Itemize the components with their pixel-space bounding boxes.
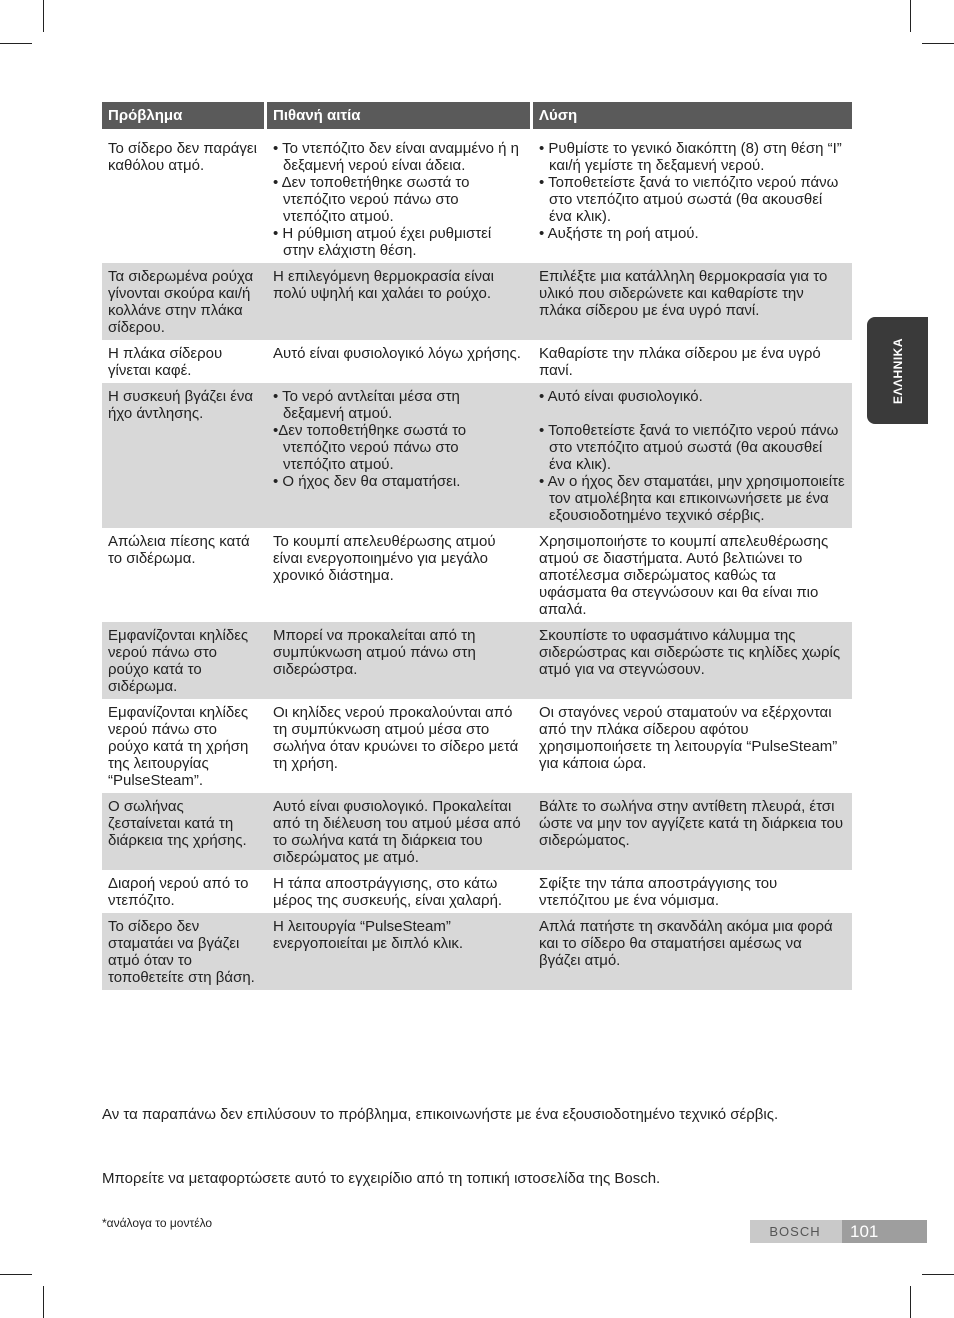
language-tab — [867, 317, 928, 424]
table-row — [102, 340, 852, 383]
table-row — [102, 793, 852, 870]
cause-item: • Το ντεπόζιτο δεν είναι αναμμένο ή η δεξαμενή νερού είναι άδεια. — [273, 140, 519, 174]
solution-cell: Σκουπίστε το υφασμάτινο κάλυμμα της σιδερώστρας και σιδερώστε τις κηλίδες χωρίς ατμό για να στεγνώσουν. — [530, 622, 852, 699]
cause-item: • Ο ήχος δεν θα σταματήσει. — [273, 473, 461, 490]
cause-cell: Αυτό είναι φυσιολογικό λόγω χρήσης. — [273, 345, 521, 362]
crop-mark — [43, 1286, 44, 1318]
service-note: Αν τα παραπάνω δεν επιλύσουν το πρόβλημα, επικοινωνήστε με ένα εξουσιοδοτημένο τεχνικό σέρβις. — [102, 1106, 779, 1123]
problem-cell: Εμφανίζονται κηλίδες νερού πάνω στο ρούχο κατά το σιδέρωμα. — [102, 622, 264, 699]
problem-cell: Το σίδερο δεν σταματάει να βγάζει ατμό όταν το τοποθετείτε στη βάση. — [102, 913, 264, 990]
solution-cell: Καθαρίστε την πλάκα σίδερου με ένα υγρό πανί. — [539, 345, 821, 379]
language-tab-label: ΕΛΛΗΝΙΚΑ — [890, 337, 905, 404]
header-problem: Πρόβλημα — [102, 102, 264, 129]
crop-mark — [922, 1274, 954, 1275]
solution-cell: Οι σταγόνες νερού σταματούν να εξέρχονται από την πλάκα σίδερου αφότου χρησιμοποιήσετε τη λειτουργία “PulseSteam” για κάποια ώρα. — [539, 704, 838, 772]
table-row — [102, 699, 852, 793]
brand-label: BOSCH — [769, 1224, 821, 1239]
cause-cell: Μπορεί να προκαλείται από τη συμπύκνωση ατμού πάνω στη σιδερώστρα. — [264, 622, 530, 699]
solution-cell — [530, 383, 852, 528]
page-number: 101 — [842, 1220, 927, 1243]
table-row — [102, 263, 852, 340]
cause-cell — [264, 129, 530, 263]
header-solution: Λύση — [530, 102, 852, 129]
solution-cell: Επιλέξτε μια κατάλληλη θερμοκρασία για το υλικό που σιδερώνετε και καθαρίστε την πλάκα σίδερου με ένα υγρό πανί. — [530, 263, 852, 340]
cause-cell: Η τάπα αποστράγγισης, στο κάτω μέρος της συσκευής, είναι χαλαρή. — [273, 875, 503, 909]
crop-mark — [0, 1274, 32, 1275]
problem-cell: Απώλεια πίεσης κατά το σιδέρωμα. — [108, 533, 250, 567]
problem-cell: Η συσκευή βγάζει ένα ήχο άντλησης. — [102, 383, 264, 528]
solution-item: • Τοποθετείστε ξανά το νιεπόζιτο νερού πάνω στο ντεπόζιτο ατμού σωστά (θα ακουσθεί ένα κλικ). — [539, 174, 839, 225]
solution-item: • Αν ο ήχος δεν σταματάει, μην χρησιμοποιείτε τον ατμολέβητα και επικοινωνήσετε με ένα εξουσιοδοτημένο τεχνικό σέρβις. — [539, 473, 845, 524]
crop-mark — [910, 0, 911, 32]
table-row — [102, 913, 852, 990]
problem-cell: Ο σωλήνας ζεσταίνεται κατά τη διάρκεια της χρήσης. — [102, 793, 264, 870]
troubleshooting-table — [102, 102, 852, 990]
solution-item: • Αυτό είναι φυσιολογικό. — [539, 388, 703, 405]
spacer — [539, 405, 846, 422]
footnote: *ανάλογα το μοντέλο — [102, 1216, 213, 1230]
solution-cell: Απλά πατήστε τη σκανδάλη ακόμα μια φορά και το σίδερο θα σταματήσει αμέσως να βγάζει ατμό. — [530, 913, 852, 990]
header-cause: Πιθανή αιτία — [264, 102, 530, 129]
crop-mark — [910, 1286, 911, 1318]
cause-item: • Η ρύθμιση ατμού έχει ρυθμιστεί στην ελάχιστη θέση. — [273, 225, 492, 259]
table-row — [102, 528, 852, 622]
problem-cell: Τα σιδερωμένα ρούχα γίνονται σκούρα και/ή κολλάνε στην πλάκα σίδερου. — [102, 263, 264, 340]
table-row — [102, 870, 852, 913]
solution-cell — [530, 129, 852, 263]
problem-cell: Διαροή νερού από το ντεπόζιτο. — [108, 875, 249, 909]
crop-mark — [922, 43, 954, 44]
cause-item: •Δεν τοποθετήθηκε σωστά το ντεπόζιτο νερού πάνω στο ντεπόζιτο ατμού. — [273, 422, 467, 473]
cause-cell — [264, 383, 530, 528]
cause-item: • Δεν τοποθετήθηκε σωστά το ντεπόζιτο νερού πάνω στο ντεπόζιτο ατμού. — [273, 174, 470, 225]
solution-item: • Τοποθετείστε ξανά το νιεπόζιτο νερού πάνω στο ντεπόζιτο ατμού σωστά (θα ακουσθεί ένα κλικ). — [539, 422, 839, 473]
problem-cell: Η πλάκα σίδερου γίνεται καφέ. — [108, 345, 223, 379]
cause-cell: Η λειτουργία “PulseSteam” ενεργοποιείται με διπλό κλικ. — [264, 913, 530, 990]
problem-cell: Το σίδερο δεν παράγει καθόλου ατμό. — [108, 140, 257, 174]
solution-item: • Αυξήστε τη ροή ατμού. — [539, 225, 699, 242]
cause-cell: Οι κηλίδες νερού προκαλούνται από τη συμπύκνωση ατμού μέσα στο σωλήνα όταν κρυώνει το σίδερο μετά τη χρήση. — [273, 704, 519, 772]
page-footer — [750, 1220, 927, 1243]
problem-cell: Εμφανίζονται κηλίδες νερού πάνω στο ρούχο κατά τη χρήση της λειτουργίας “PulseSteam”. — [108, 704, 249, 789]
solution-cell: Σφίξτε την τάπα αποστράγγισης του ντεπόζιτου με ένα νόμισμα. — [539, 875, 778, 909]
cause-cell: Το κουμπί απελευθέρωσης ατμού είναι ενεργοποιημένο για μεγάλο χρονικό διάστημα. — [273, 533, 496, 584]
solution-item: • Ρυθμίστε το γενικό διακόπτη (8) στη θέση “I” και/ή γεμίστε τη δεξαμενή νερού. — [539, 140, 842, 174]
download-note: Μπορείτε να μεταφορτώσετε αυτό το εγχειρίδιο από τη τοπική ιστοσελίδα της Bosch. — [102, 1170, 661, 1187]
crop-mark — [0, 43, 32, 44]
cause-item: • Το νερό αντλείται μέσα στη δεξαμενή ατμού. — [273, 388, 460, 422]
cause-cell: Η επιλεγόμενη θερμοκρασία είναι πολύ υψηλή και χαλάει το ρούχο. — [264, 263, 530, 340]
solution-cell: Χρησιμοποιήστε το κουμπί απελευθέρωσης ατμού σε διαστήματα. Αυτό βελτιώνει το αποτέλεσμα σιδερώματος καθώς τα υφάσματα θα στεγνώσουν και θα είναι πιο απαλά. — [539, 533, 829, 618]
table-row — [102, 129, 852, 263]
crop-mark — [43, 0, 44, 32]
table-header-row — [102, 102, 852, 129]
solution-cell: Βάλτε το σωλήνα στην αντίθετη πλευρά, έτσι ώστε να μην τον αγγίζετε κατά τη διάρκεια του σιδερώματος. — [530, 793, 852, 870]
table-row — [102, 622, 852, 699]
cause-cell: Αυτό είναι φυσιολογικό. Προκαλείται από τη διέλευση του ατμού μέσα από το σωλήνα κατά τη διάρκεια του σιδερώματος με ατμό. — [264, 793, 530, 870]
table-row — [102, 383, 852, 528]
